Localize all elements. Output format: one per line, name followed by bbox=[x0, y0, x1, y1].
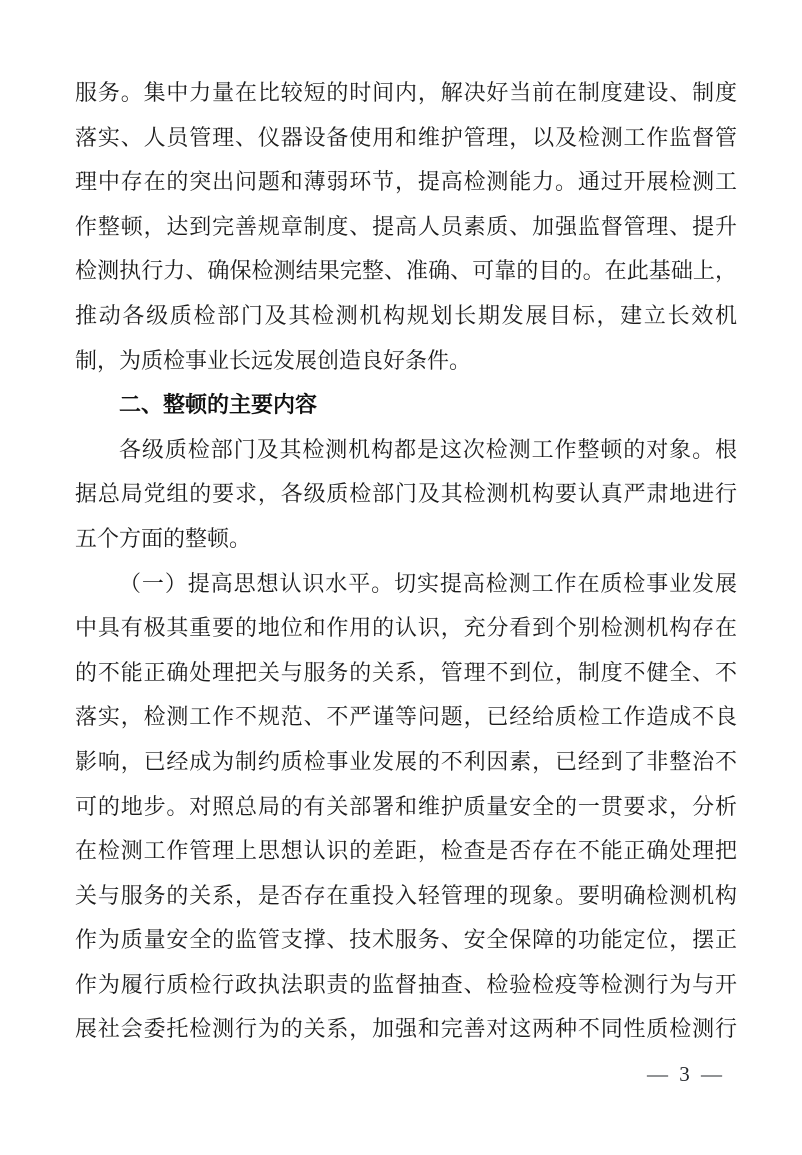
text-line: 检测执行力、确保检测结果完整、准确、可靠的目的。在此基础上， bbox=[75, 258, 737, 284]
text-line: 五个方面的整顿。 bbox=[75, 525, 252, 551]
text-line: 作为质量安全的监管支撑、技术服务、安全保障的功能定位，摆正 bbox=[75, 927, 737, 953]
text-line: 服务。集中力量在比较短的时间内，解决好当前在制度建设、制度 bbox=[75, 80, 737, 105]
text-line: 推动各级质检部门及其检测机构规划长期发展目标，建立长效机 bbox=[75, 302, 737, 328]
paragraph-item-one bbox=[75, 562, 737, 1053]
section-heading: 二、整顿的主要内容 bbox=[119, 392, 318, 418]
text-line: （一）提高思想认识水平。切实提高检测工作在质检事业发展 bbox=[119, 570, 737, 596]
continued-paragraph bbox=[75, 71, 737, 383]
text-line: 理中存在的突出问题和薄弱环节，提高检测能力。通过开展检测工 bbox=[75, 169, 737, 195]
text-line: 的不能正确处理把关与服务的关系，管理不到位，制度不健全、不 bbox=[75, 659, 737, 685]
text-line: 可的地步。对照总局的有关部署和维护质量安全的一贯要求，分析 bbox=[75, 793, 737, 819]
text-block bbox=[75, 71, 737, 1052]
text-line: 据总局党组的要求，各级质检部门及其检测机构要认真严肃地进行 bbox=[75, 481, 737, 507]
paragraph-scope bbox=[75, 428, 737, 562]
text-line: 在检测工作管理上思想认识的差距，检查是否存在不能正确处理把 bbox=[75, 838, 737, 864]
text-line: 作为履行质检行政执法职责的监督抽查、检验检疫等检测行为与开 bbox=[75, 971, 737, 997]
text-line: 落实，检测工作不规范、不严谨等问题，已经给质检工作造成不良 bbox=[75, 704, 737, 730]
text-line: 影响，已经成为制约质检事业发展的不利因素，已经到了非整治不 bbox=[75, 748, 737, 774]
text-line: 落实、人员管理、仪器设备使用和维护管理，以及检测工作监督管 bbox=[75, 124, 737, 150]
page-number: — 3 — bbox=[647, 1062, 725, 1086]
text-line: 展社会委托检测行为的关系，加强和完善对这两种不同性质检测行 bbox=[75, 1016, 737, 1042]
text-line: 中具有极其重要的地位和作用的认识，充分看到个别检测机构存在 bbox=[75, 615, 737, 641]
text-line: 作整顿，达到完善规章制度、提高人员素质、加强监督管理、提升 bbox=[75, 213, 737, 239]
text-line: 制，为质检事业长远发展创造良好条件。 bbox=[75, 347, 472, 373]
text-line: 各级质检部门及其检测机构都是这次检测工作整顿的对象。根 bbox=[119, 436, 737, 462]
text-line: 关与服务的关系，是否存在重投入轻管理的现象。要明确检测机构 bbox=[75, 882, 737, 908]
